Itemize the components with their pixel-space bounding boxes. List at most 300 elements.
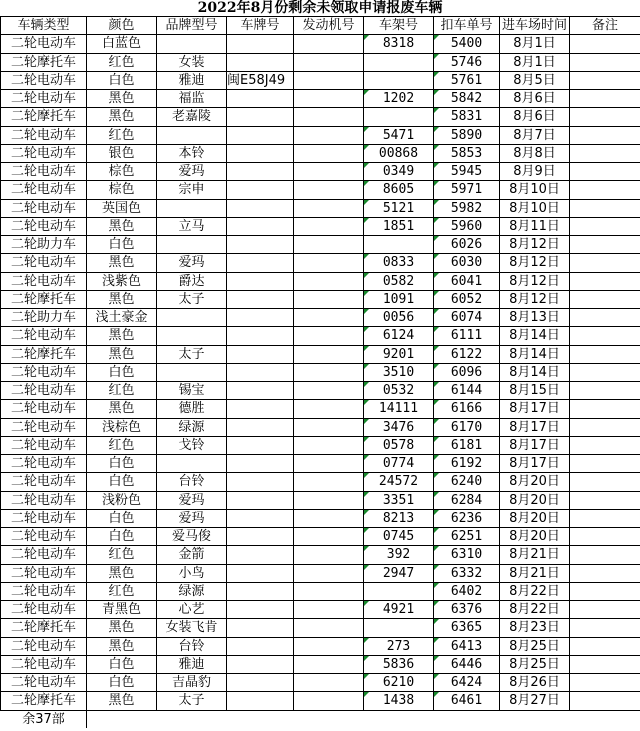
cell-brand-model[interactable]: 爱玛 (157, 163, 227, 181)
cell-vehicle-type[interactable]: 二轮助力车 (1, 309, 87, 327)
cell-remarks[interactable] (570, 327, 640, 345)
cell-remarks[interactable] (570, 144, 640, 162)
cell-engine-no[interactable] (294, 35, 364, 53)
cell-remarks[interactable] (570, 382, 640, 400)
cell-color[interactable]: 白色 (87, 363, 157, 381)
cell-frame-no[interactable]: 5471 (364, 126, 434, 144)
cell-remarks[interactable] (570, 254, 640, 272)
cell-brand-model[interactable] (157, 236, 227, 254)
cell-plate[interactable] (227, 619, 294, 637)
cell-color[interactable]: 黑色 (87, 327, 157, 345)
header-vehicle-type[interactable]: 车辆类型 (1, 17, 87, 35)
cell-vehicle-type[interactable]: 二轮电动车 (1, 90, 87, 108)
cell-vehicle-type[interactable]: 二轮电动车 (1, 382, 87, 400)
cell-engine-no[interactable] (294, 509, 364, 527)
cell-entry-date[interactable]: 8月25日 (500, 655, 570, 673)
cell-frame-no[interactable] (364, 108, 434, 126)
cell-entry-date[interactable]: 8月22日 (500, 582, 570, 600)
cell-frame-no[interactable]: 0532 (364, 382, 434, 400)
cell-vehicle-type[interactable]: 二轮电动车 (1, 582, 87, 600)
cell-entry-date[interactable]: 8月21日 (500, 546, 570, 564)
cell-plate[interactable] (227, 674, 294, 692)
cell-engine-no[interactable] (294, 254, 364, 272)
cell-color[interactable]: 红色 (87, 53, 157, 71)
cell-entry-date[interactable]: 8月10日 (500, 199, 570, 217)
cell-color[interactable]: 浅棕色 (87, 418, 157, 436)
header-color[interactable]: 颜色 (87, 17, 157, 35)
cell-brand-model[interactable]: 女装 (157, 53, 227, 71)
cell-plate[interactable] (227, 473, 294, 491)
cell-vehicle-type[interactable]: 二轮电动车 (1, 473, 87, 491)
cell-detention-no[interactable]: 5890 (434, 126, 500, 144)
cell-frame-no[interactable]: 0056 (364, 309, 434, 327)
cell-vehicle-type[interactable]: 二轮电动车 (1, 327, 87, 345)
cell-brand-model[interactable]: 吉晶豹 (157, 674, 227, 692)
cell-remarks[interactable] (570, 400, 640, 418)
cell-remarks[interactable] (570, 35, 640, 53)
cell-vehicle-type[interactable]: 二轮电动车 (1, 144, 87, 162)
cell-color[interactable]: 黑色 (87, 637, 157, 655)
cell-remarks[interactable] (570, 181, 640, 199)
cell-vehicle-type[interactable]: 二轮电动车 (1, 126, 87, 144)
cell-frame-no[interactable] (364, 619, 434, 637)
cell-entry-date[interactable]: 8月14日 (500, 363, 570, 381)
cell-frame-no[interactable]: 4921 (364, 601, 434, 619)
cell-frame-no[interactable]: 0774 (364, 455, 434, 473)
cell-brand-model[interactable]: 太子 (157, 345, 227, 363)
cell-remarks[interactable] (570, 473, 640, 491)
cell-color[interactable]: 黑色 (87, 692, 157, 710)
cell-vehicle-type[interactable]: 二轮电动车 (1, 601, 87, 619)
cell-plate[interactable] (227, 491, 294, 509)
cell-remarks[interactable] (570, 436, 640, 454)
cell-detention-no[interactable]: 6424 (434, 674, 500, 692)
cell-engine-no[interactable] (294, 601, 364, 619)
cell-vehicle-type[interactable]: 二轮电动车 (1, 491, 87, 509)
cell-entry-date[interactable]: 8月11日 (500, 217, 570, 235)
cell-frame-no[interactable] (364, 53, 434, 71)
cell-brand-model[interactable]: 宗申 (157, 181, 227, 199)
cell-remarks[interactable] (570, 491, 640, 509)
cell-color[interactable]: 白色 (87, 528, 157, 546)
cell-engine-no[interactable] (294, 163, 364, 181)
cell-frame-no[interactable]: 00868 (364, 144, 434, 162)
cell-remarks[interactable] (570, 363, 640, 381)
cell-color[interactable]: 银色 (87, 144, 157, 162)
cell-entry-date[interactable]: 8月1日 (500, 53, 570, 71)
cell-remarks[interactable] (570, 619, 640, 637)
cell-frame-no[interactable] (364, 582, 434, 600)
cell-engine-no[interactable] (294, 564, 364, 582)
cell-color[interactable]: 白色 (87, 455, 157, 473)
cell-plate[interactable] (227, 528, 294, 546)
cell-entry-date[interactable]: 8月23日 (500, 619, 570, 637)
cell-brand-model[interactable]: 台铃 (157, 637, 227, 655)
cell-color[interactable]: 浅紫色 (87, 272, 157, 290)
cell-detention-no[interactable]: 6284 (434, 491, 500, 509)
remaining-count[interactable]: 余37部 (1, 710, 87, 728)
cell-plate[interactable] (227, 181, 294, 199)
cell-vehicle-type[interactable]: 二轮电动车 (1, 272, 87, 290)
cell-color[interactable]: 黑色 (87, 564, 157, 582)
cell-entry-date[interactable]: 8月20日 (500, 528, 570, 546)
header-remarks[interactable]: 备注 (570, 17, 640, 35)
cell-vehicle-type[interactable]: 二轮助力车 (1, 236, 87, 254)
cell-frame-no[interactable]: 2947 (364, 564, 434, 582)
cell-remarks[interactable] (570, 290, 640, 308)
cell-detention-no[interactable]: 6052 (434, 290, 500, 308)
cell-brand-model[interactable]: 心艺 (157, 601, 227, 619)
cell-detention-no[interactable]: 5960 (434, 217, 500, 235)
cell-detention-no[interactable]: 6030 (434, 254, 500, 272)
cell-detention-no[interactable]: 6413 (434, 637, 500, 655)
cell-color[interactable]: 棕色 (87, 181, 157, 199)
cell-plate[interactable] (227, 436, 294, 454)
cell-color[interactable]: 红色 (87, 582, 157, 600)
cell-engine-no[interactable] (294, 455, 364, 473)
cell-color[interactable]: 白色 (87, 655, 157, 673)
cell-color[interactable]: 黑色 (87, 290, 157, 308)
cell-remarks[interactable] (570, 345, 640, 363)
cell-color[interactable]: 黑色 (87, 90, 157, 108)
cell-engine-no[interactable] (294, 546, 364, 564)
cell-entry-date[interactable]: 8月21日 (500, 564, 570, 582)
cell-brand-model[interactable]: 女装飞肯 (157, 619, 227, 637)
cell-entry-date[interactable]: 8月12日 (500, 236, 570, 254)
cell-detention-no[interactable]: 6192 (434, 455, 500, 473)
cell-plate[interactable] (227, 546, 294, 564)
cell-frame-no[interactable]: 6124 (364, 327, 434, 345)
cell-remarks[interactable] (570, 236, 640, 254)
cell-detention-no[interactable]: 6026 (434, 236, 500, 254)
cell-entry-date[interactable]: 8月17日 (500, 418, 570, 436)
cell-remarks[interactable] (570, 108, 640, 126)
cell-remarks[interactable] (570, 418, 640, 436)
cell-engine-no[interactable] (294, 108, 364, 126)
cell-detention-no[interactable]: 6181 (434, 436, 500, 454)
cell-plate[interactable] (227, 418, 294, 436)
cell-vehicle-type[interactable]: 二轮电动车 (1, 509, 87, 527)
cell-brand-model[interactable] (157, 199, 227, 217)
cell-brand-model[interactable]: 爱玛 (157, 254, 227, 272)
cell-plate[interactable] (227, 637, 294, 655)
cell-color[interactable]: 青黑色 (87, 601, 157, 619)
cell-frame-no[interactable]: 0745 (364, 528, 434, 546)
cell-engine-no[interactable] (294, 181, 364, 199)
cell-plate[interactable] (227, 309, 294, 327)
cell-brand-model[interactable] (157, 126, 227, 144)
cell-plate[interactable] (227, 400, 294, 418)
cell-engine-no[interactable] (294, 436, 364, 454)
cell-detention-no[interactable]: 6096 (434, 363, 500, 381)
cell-frame-no[interactable]: 5836 (364, 655, 434, 673)
cell-entry-date[interactable]: 8月14日 (500, 327, 570, 345)
cell-plate[interactable] (227, 345, 294, 363)
cell-color[interactable]: 黑色 (87, 254, 157, 272)
cell-engine-no[interactable] (294, 491, 364, 509)
cell-entry-date[interactable]: 8月10日 (500, 181, 570, 199)
cell-plate[interactable] (227, 217, 294, 235)
cell-plate[interactable] (227, 126, 294, 144)
cell-detention-no[interactable]: 6074 (434, 309, 500, 327)
cell-frame-no[interactable]: 1202 (364, 90, 434, 108)
cell-brand-model[interactable]: 台铃 (157, 473, 227, 491)
cell-engine-no[interactable] (294, 327, 364, 345)
cell-frame-no[interactable] (364, 71, 434, 89)
cell-engine-no[interactable] (294, 144, 364, 162)
cell-brand-model[interactable]: 金箭 (157, 546, 227, 564)
cell-vehicle-type[interactable]: 二轮电动车 (1, 163, 87, 181)
cell-engine-no[interactable] (294, 71, 364, 89)
cell-remarks[interactable] (570, 53, 640, 71)
cell-brand-model[interactable]: 绿源 (157, 582, 227, 600)
cell-detention-no[interactable]: 6461 (434, 692, 500, 710)
cell-engine-no[interactable] (294, 309, 364, 327)
cell-engine-no[interactable] (294, 345, 364, 363)
cell-entry-date[interactable]: 8月12日 (500, 254, 570, 272)
cell-entry-date[interactable]: 8月17日 (500, 436, 570, 454)
cell-remarks[interactable] (570, 199, 640, 217)
cell-plate[interactable] (227, 108, 294, 126)
cell-brand-model[interactable]: 爱玛 (157, 509, 227, 527)
cell-plate[interactable] (227, 582, 294, 600)
cell-entry-date[interactable]: 8月6日 (500, 108, 570, 126)
cell-frame-no[interactable]: 273 (364, 637, 434, 655)
cell-remarks[interactable] (570, 564, 640, 582)
cell-frame-no[interactable]: 0833 (364, 254, 434, 272)
cell-detention-no[interactable]: 6166 (434, 400, 500, 418)
cell-plate[interactable] (227, 236, 294, 254)
cell-vehicle-type[interactable]: 二轮电动车 (1, 400, 87, 418)
cell-vehicle-type[interactable]: 二轮电动车 (1, 546, 87, 564)
cell-color[interactable]: 红色 (87, 126, 157, 144)
cell-brand-model[interactable]: 福监 (157, 90, 227, 108)
cell-engine-no[interactable] (294, 363, 364, 381)
cell-brand-model[interactable]: 本铃 (157, 144, 227, 162)
cell-vehicle-type[interactable]: 二轮电动车 (1, 418, 87, 436)
cell-vehicle-type[interactable]: 二轮摩托车 (1, 53, 87, 71)
cell-vehicle-type[interactable]: 二轮电动车 (1, 181, 87, 199)
cell-remarks[interactable] (570, 90, 640, 108)
cell-frame-no[interactable]: 392 (364, 546, 434, 564)
cell-frame-no[interactable]: 0582 (364, 272, 434, 290)
cell-color[interactable]: 浅土豪金 (87, 309, 157, 327)
cell-engine-no[interactable] (294, 528, 364, 546)
cell-engine-no[interactable] (294, 418, 364, 436)
cell-detention-no[interactable]: 6122 (434, 345, 500, 363)
cell-engine-no[interactable] (294, 126, 364, 144)
cell-entry-date[interactable]: 8月12日 (500, 272, 570, 290)
cell-brand-model[interactable] (157, 309, 227, 327)
cell-brand-model[interactable]: 雅迪 (157, 655, 227, 673)
cell-frame-no[interactable]: 3476 (364, 418, 434, 436)
header-plate[interactable]: 车牌号 (227, 17, 294, 35)
cell-brand-model[interactable]: 小鸟 (157, 564, 227, 582)
cell-detention-no[interactable]: 6446 (434, 655, 500, 673)
cell-vehicle-type[interactable]: 二轮电动车 (1, 254, 87, 272)
cell-remarks[interactable] (570, 655, 640, 673)
cell-engine-no[interactable] (294, 619, 364, 637)
cell-remarks[interactable] (570, 528, 640, 546)
cell-frame-no[interactable]: 6210 (364, 674, 434, 692)
cell-plate[interactable] (227, 35, 294, 53)
cell-entry-date[interactable]: 8月20日 (500, 473, 570, 491)
cell-engine-no[interactable] (294, 637, 364, 655)
cell-plate[interactable] (227, 692, 294, 710)
cell-brand-model[interactable]: 爱马俊 (157, 528, 227, 546)
cell-engine-no[interactable] (294, 90, 364, 108)
cell-brand-model[interactable]: 老嘉陵 (157, 108, 227, 126)
cell-engine-no[interactable] (294, 217, 364, 235)
cell-engine-no[interactable] (294, 236, 364, 254)
cell-frame-no[interactable]: 0578 (364, 436, 434, 454)
cell-entry-date[interactable]: 8月17日 (500, 455, 570, 473)
cell-color[interactable]: 白色 (87, 473, 157, 491)
cell-vehicle-type[interactable]: 二轮摩托车 (1, 345, 87, 363)
cell-color[interactable]: 红色 (87, 546, 157, 564)
cell-color[interactable]: 白蓝色 (87, 35, 157, 53)
cell-color[interactable]: 白色 (87, 236, 157, 254)
cell-remarks[interactable] (570, 126, 640, 144)
cell-frame-no[interactable]: 1091 (364, 290, 434, 308)
cell-entry-date[interactable]: 8月6日 (500, 90, 570, 108)
cell-color[interactable]: 黑色 (87, 108, 157, 126)
cell-color[interactable]: 浅粉色 (87, 491, 157, 509)
cell-remarks[interactable] (570, 692, 640, 710)
header-brand-model[interactable]: 品牌型号 (157, 17, 227, 35)
cell-detention-no[interactable]: 6240 (434, 473, 500, 491)
cell-brand-model[interactable] (157, 363, 227, 381)
cell-color[interactable]: 白色 (87, 674, 157, 692)
cell-brand-model[interactable]: 戈铃 (157, 436, 227, 454)
cell-engine-no[interactable] (294, 272, 364, 290)
cell-color[interactable]: 黑色 (87, 345, 157, 363)
cell-detention-no[interactable]: 5982 (434, 199, 500, 217)
cell-entry-date[interactable]: 8月20日 (500, 509, 570, 527)
cell-color[interactable]: 英国色 (87, 199, 157, 217)
cell-detention-no[interactable]: 5842 (434, 90, 500, 108)
cell-brand-model[interactable] (157, 35, 227, 53)
cell-detention-no[interactable]: 6376 (434, 601, 500, 619)
cell-plate[interactable] (227, 290, 294, 308)
cell-frame-no[interactable]: 5121 (364, 199, 434, 217)
cell-color[interactable]: 棕色 (87, 163, 157, 181)
cell-frame-no[interactable] (364, 236, 434, 254)
header-engine-no[interactable]: 发动机号 (294, 17, 364, 35)
cell-brand-model[interactable]: 太子 (157, 290, 227, 308)
cell-remarks[interactable] (570, 272, 640, 290)
header-detention-no[interactable]: 扣车单号 (434, 17, 500, 35)
cell-engine-no[interactable] (294, 674, 364, 692)
cell-entry-date[interactable]: 8月17日 (500, 400, 570, 418)
cell-frame-no[interactable]: 14111 (364, 400, 434, 418)
cell-remarks[interactable] (570, 217, 640, 235)
cell-entry-date[interactable]: 8月25日 (500, 637, 570, 655)
cell-detention-no[interactable]: 5971 (434, 181, 500, 199)
cell-plate[interactable] (227, 601, 294, 619)
cell-detention-no[interactable]: 5853 (434, 144, 500, 162)
cell-brand-model[interactable]: 锡宝 (157, 382, 227, 400)
cell-detention-no[interactable]: 6332 (434, 564, 500, 582)
cell-frame-no[interactable]: 1438 (364, 692, 434, 710)
cell-vehicle-type[interactable]: 二轮电动车 (1, 674, 87, 692)
cell-detention-no[interactable]: 6251 (434, 528, 500, 546)
cell-engine-no[interactable] (294, 582, 364, 600)
cell-entry-date[interactable]: 8月26日 (500, 674, 570, 692)
cell-plate[interactable] (227, 455, 294, 473)
cell-vehicle-type[interactable]: 二轮摩托车 (1, 108, 87, 126)
cell-remarks[interactable] (570, 509, 640, 527)
cell-frame-no[interactable]: 8605 (364, 181, 434, 199)
cell-plate[interactable] (227, 53, 294, 71)
header-frame-no[interactable]: 车架号 (364, 17, 434, 35)
cell-brand-model[interactable] (157, 327, 227, 345)
cell-entry-date[interactable]: 8月9日 (500, 163, 570, 181)
cell-detention-no[interactable]: 6041 (434, 272, 500, 290)
cell-frame-no[interactable]: 8318 (364, 35, 434, 53)
cell-entry-date[interactable]: 8月1日 (500, 35, 570, 53)
cell-brand-model[interactable]: 绿源 (157, 418, 227, 436)
cell-detention-no[interactable]: 5831 (434, 108, 500, 126)
cell-engine-no[interactable] (294, 199, 364, 217)
cell-remarks[interactable] (570, 309, 640, 327)
cell-remarks[interactable] (570, 163, 640, 181)
cell-vehicle-type[interactable]: 二轮摩托车 (1, 290, 87, 308)
cell-vehicle-type[interactable]: 二轮电动车 (1, 637, 87, 655)
cell-brand-model[interactable]: 爵达 (157, 272, 227, 290)
cell-entry-date[interactable]: 8月7日 (500, 126, 570, 144)
cell-plate[interactable] (227, 363, 294, 381)
cell-brand-model[interactable]: 爱玛 (157, 491, 227, 509)
cell-engine-no[interactable] (294, 290, 364, 308)
cell-brand-model[interactable]: 雅迪 (157, 71, 227, 89)
cell-vehicle-type[interactable]: 二轮电动车 (1, 455, 87, 473)
cell-remarks[interactable] (570, 637, 640, 655)
cell-plate[interactable] (227, 509, 294, 527)
cell-vehicle-type[interactable]: 二轮电动车 (1, 363, 87, 381)
cell-brand-model[interactable]: 德胜 (157, 400, 227, 418)
cell-color[interactable]: 黑色 (87, 619, 157, 637)
cell-engine-no[interactable] (294, 382, 364, 400)
cell-plate[interactable] (227, 144, 294, 162)
cell-remarks[interactable] (570, 601, 640, 619)
cell-detention-no[interactable]: 6236 (434, 509, 500, 527)
cell-entry-date[interactable]: 8月27日 (500, 692, 570, 710)
cell-frame-no[interactable]: 8213 (364, 509, 434, 527)
cell-detention-no[interactable]: 6111 (434, 327, 500, 345)
cell-detention-no[interactable]: 5400 (434, 35, 500, 53)
cell-remarks[interactable] (570, 455, 640, 473)
cell-color[interactable]: 黑色 (87, 400, 157, 418)
cell-detention-no[interactable]: 6170 (434, 418, 500, 436)
cell-frame-no[interactable]: 3510 (364, 363, 434, 381)
cell-vehicle-type[interactable]: 二轮电动车 (1, 655, 87, 673)
cell-color[interactable]: 红色 (87, 382, 157, 400)
cell-detention-no[interactable]: 5945 (434, 163, 500, 181)
header-entry-date[interactable]: 进车场时间 (500, 17, 570, 35)
cell-engine-no[interactable] (294, 692, 364, 710)
cell-entry-date[interactable]: 8月13日 (500, 309, 570, 327)
cell-entry-date[interactable]: 8月14日 (500, 345, 570, 363)
cell-vehicle-type[interactable]: 二轮摩托车 (1, 692, 87, 710)
cell-detention-no[interactable]: 6402 (434, 582, 500, 600)
cell-remarks[interactable] (570, 674, 640, 692)
cell-engine-no[interactable] (294, 473, 364, 491)
cell-plate[interactable] (227, 272, 294, 290)
cell-entry-date[interactable]: 8月15日 (500, 382, 570, 400)
cell-entry-date[interactable]: 8月5日 (500, 71, 570, 89)
cell-vehicle-type[interactable]: 二轮电动车 (1, 528, 87, 546)
